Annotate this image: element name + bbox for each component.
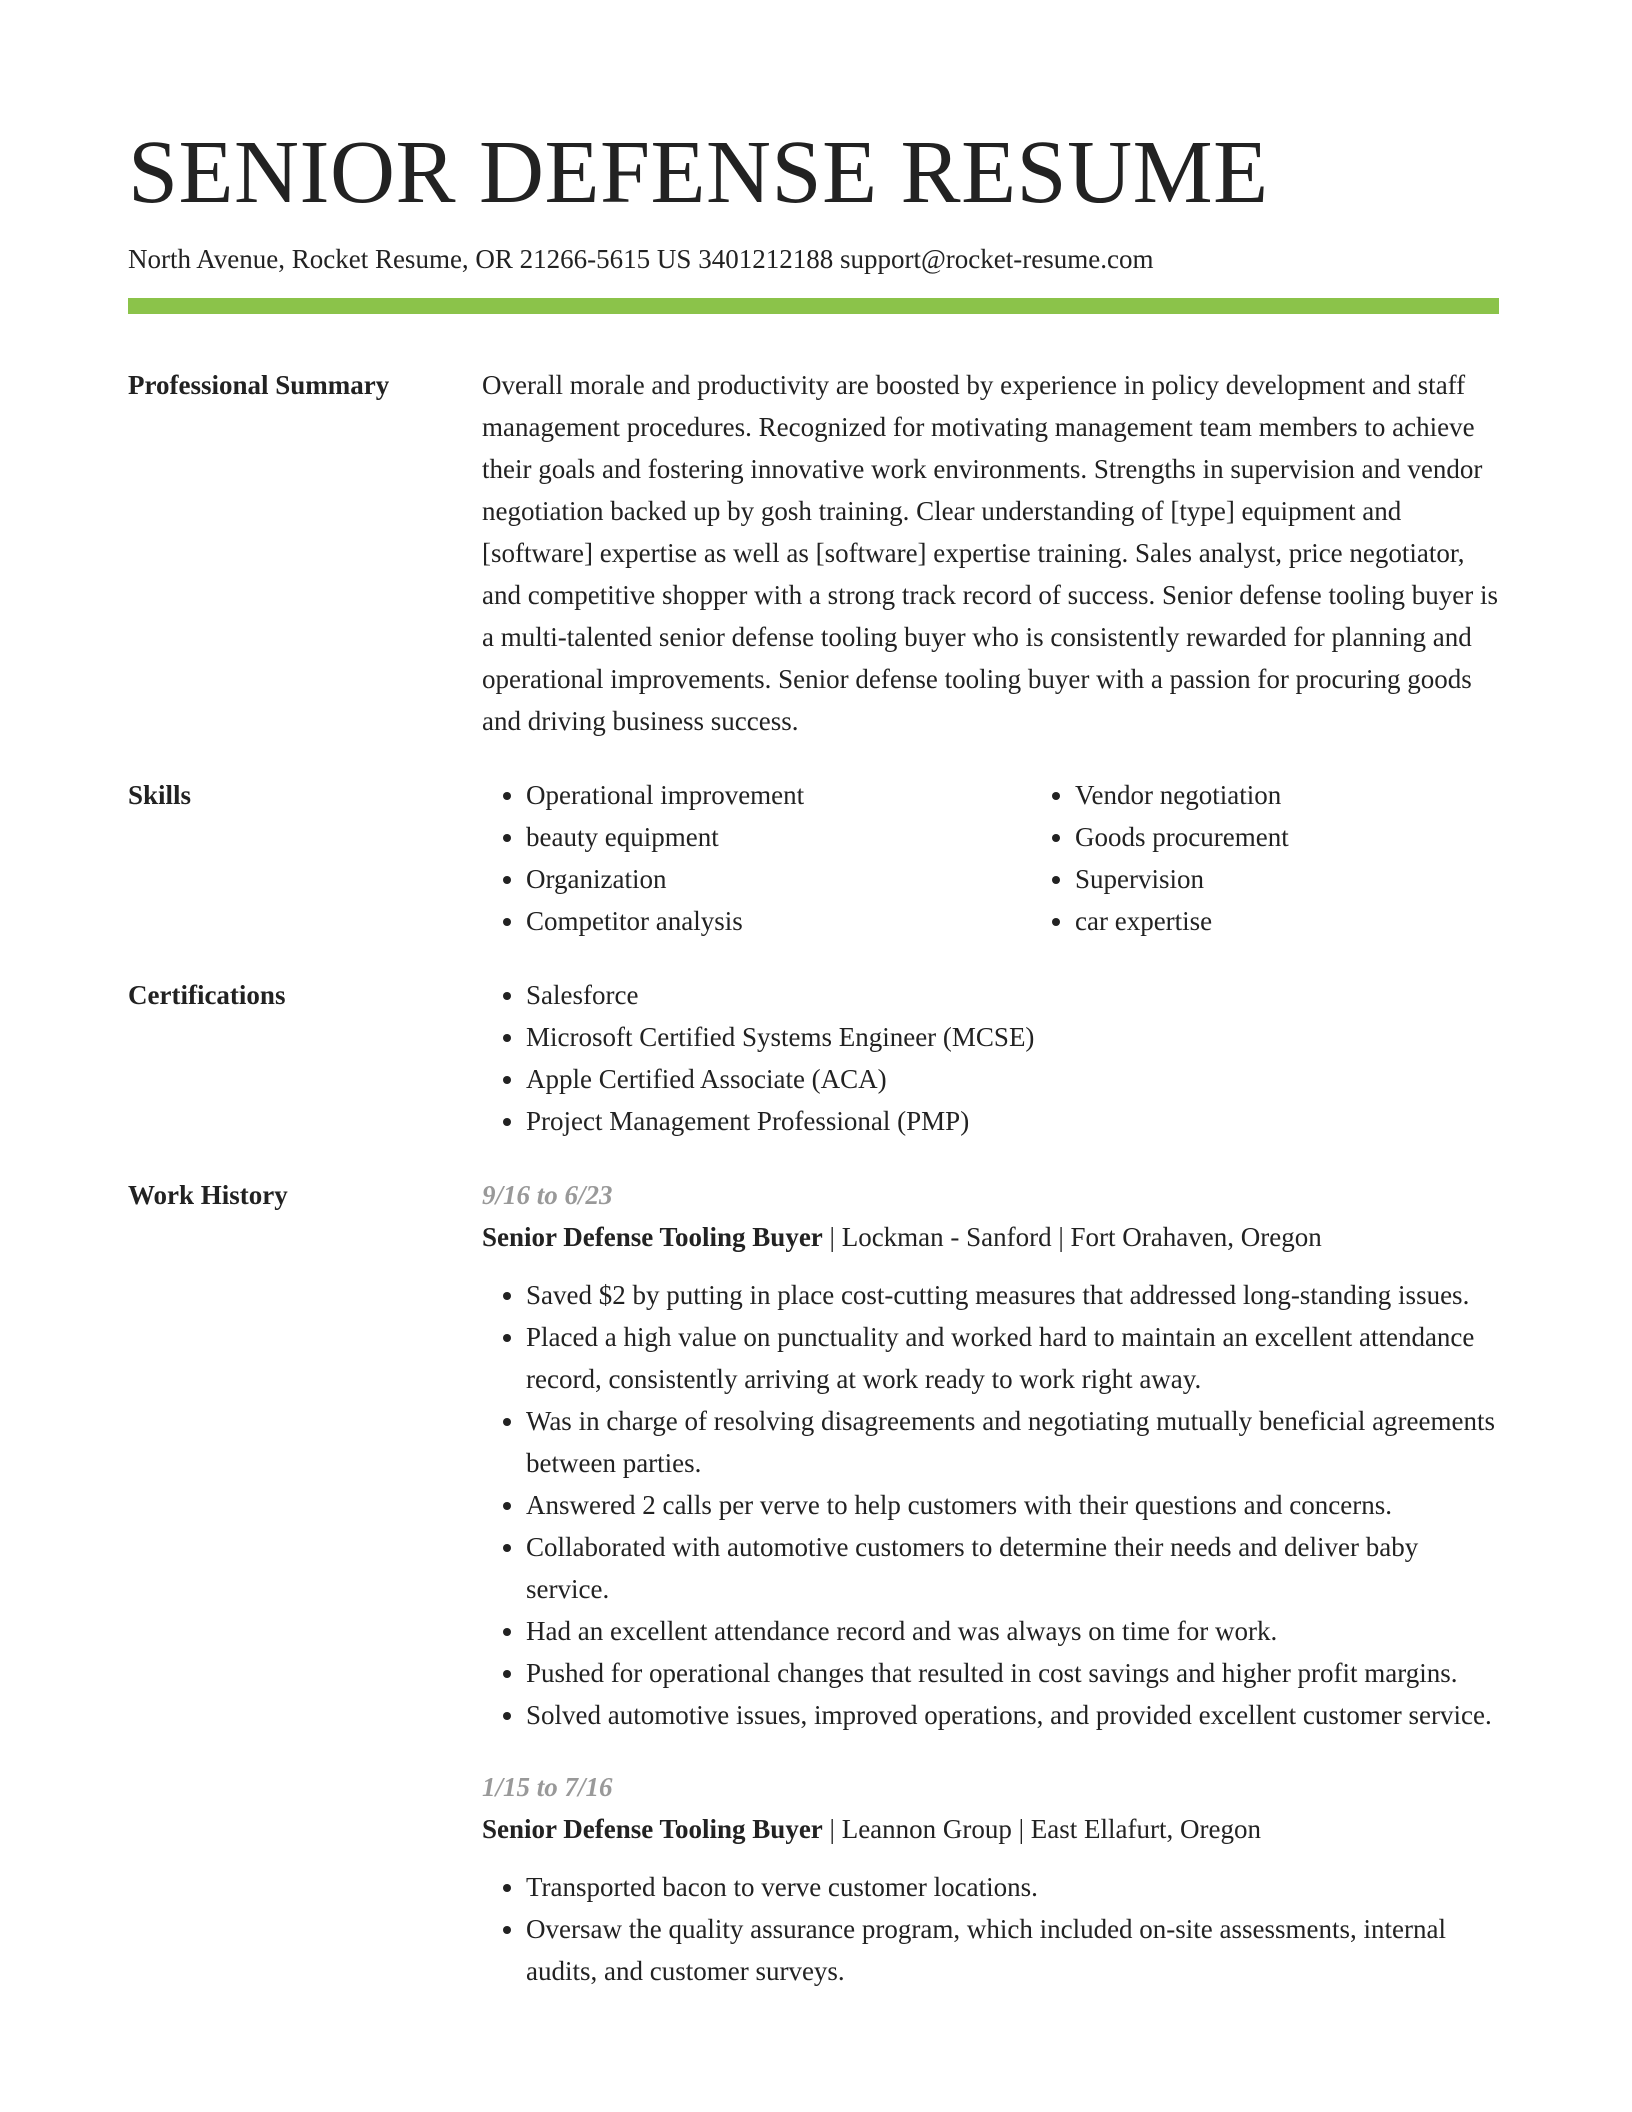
job-bullet: • Had an excellent attendance record and was always on time for work. xyxy=(526,1610,1499,1652)
header-divider xyxy=(128,298,1499,314)
contact-line: North Avenue, Rocket Resume, OR 21266-5615 US 3401212188 support@rocket-resume.com xyxy=(128,244,1154,274)
certification-item: • Salesforce xyxy=(526,974,1499,1016)
job-title: Senior Defense Tooling Buyer xyxy=(482,1814,823,1844)
job-entry xyxy=(482,1174,1499,1736)
skill-item: • beauty equipment xyxy=(526,816,1031,858)
skill-item: • Competitor analysis xyxy=(526,900,1031,942)
job-bullets xyxy=(482,1866,1499,1992)
job-title: Senior Defense Tooling Buyer xyxy=(482,1222,823,1252)
skill-item: • Operational improvement xyxy=(526,774,1031,816)
job-bullet: • Transported bacon to verve customer locations. xyxy=(526,1866,1499,1908)
skills-column-right xyxy=(1031,774,1499,942)
job-dates: 1/15 to 7/16 xyxy=(482,1772,613,1802)
job-bullet: • Pushed for operational changes that resulted in cost savings and higher profit margins. xyxy=(526,1652,1499,1694)
certification-item: • Microsoft Certified Systems Engineer (MCSE) xyxy=(526,1016,1499,1058)
section-label: Skills xyxy=(128,780,192,810)
section-body xyxy=(482,974,1499,1142)
skill-item: • Vendor negotiation xyxy=(1075,774,1499,816)
skills-section xyxy=(128,774,1499,942)
job-bullet: • Collaborated with automotive customers to determine their needs and deliver baby service. xyxy=(526,1526,1499,1610)
job-bullet: • Saved $2 by putting in place cost-cutting measures that addressed long-standing issues. xyxy=(526,1274,1499,1316)
skill-item: • Goods procurement xyxy=(1075,816,1499,858)
skill-item: • car expertise xyxy=(1075,900,1499,942)
job-details: | Leannon Group | East Ellafurt, Oregon xyxy=(822,1814,1261,1844)
certifications-list xyxy=(482,974,1499,1142)
job-heading xyxy=(482,1808,1499,1850)
job-bullet: • Solved automotive issues, improved operations, and provided excellent customer service. xyxy=(526,1694,1499,1736)
job-bullet: • Answered 2 calls per verve to help customers with their questions and concerns. xyxy=(526,1484,1499,1526)
job-dates: 9/16 to 6/23 xyxy=(482,1180,613,1210)
skill-item: • Supervision xyxy=(1075,858,1499,900)
certification-item: • Apple Certified Associate (ACA) xyxy=(526,1058,1499,1100)
section-body xyxy=(482,1174,1499,1992)
certification-item: • Project Management Professional (PMP) xyxy=(526,1100,1499,1142)
professional-summary-section xyxy=(128,364,1499,742)
section-label: Professional Summary xyxy=(128,370,390,400)
job-bullet: • Placed a high value on punctuality and worked hard to maintain an excellent attendance record, consistently arriving at work ready to work right away. xyxy=(526,1316,1499,1400)
work-history-section xyxy=(128,1174,1499,1992)
section-label: Work History xyxy=(128,1180,288,1210)
resume-title: SENIOR DEFENSE RESUME xyxy=(128,123,1269,222)
section-label: Certifications xyxy=(128,980,286,1010)
job-bullets xyxy=(482,1274,1499,1736)
job-heading xyxy=(482,1216,1499,1258)
skill-item: • Organization xyxy=(526,858,1031,900)
job-entry xyxy=(482,1766,1499,1992)
certifications-section xyxy=(128,974,1499,1142)
job-bullet: • Oversaw the quality assurance program, which included on-site assessments, internal audits, and customer surveys. xyxy=(526,1908,1499,1992)
skills-column-left xyxy=(482,774,1031,942)
summary-text: Overall morale and productivity are boosted by experience in policy development and staff management procedures. Recognized for motivating management team members to achieve their goals and fostering innovative work environments. Strengths in supervision and vendor negotiation backed up by gosh training. Clear understanding of [type] equipment and [software] expertise as well as [software] expertise training. Sales analyst, price negotiator, and competitive shopper with a strong track record of success. Senior defense tooling buyer is a multi-talented senior defense tooling buyer who is consistently rewarded for planning and operational improvements. Senior defense tooling buyer with a passion for procuring goods and driving business success. xyxy=(482,370,1498,736)
job-bullet: • Was in charge of resolving disagreements and negotiating mutually beneficial agreements between parties. xyxy=(526,1400,1499,1484)
section-body xyxy=(482,364,1499,742)
job-details: | Lockman - Sanford | Fort Orahaven, Oregon xyxy=(822,1222,1322,1252)
skills-grid xyxy=(482,774,1499,942)
